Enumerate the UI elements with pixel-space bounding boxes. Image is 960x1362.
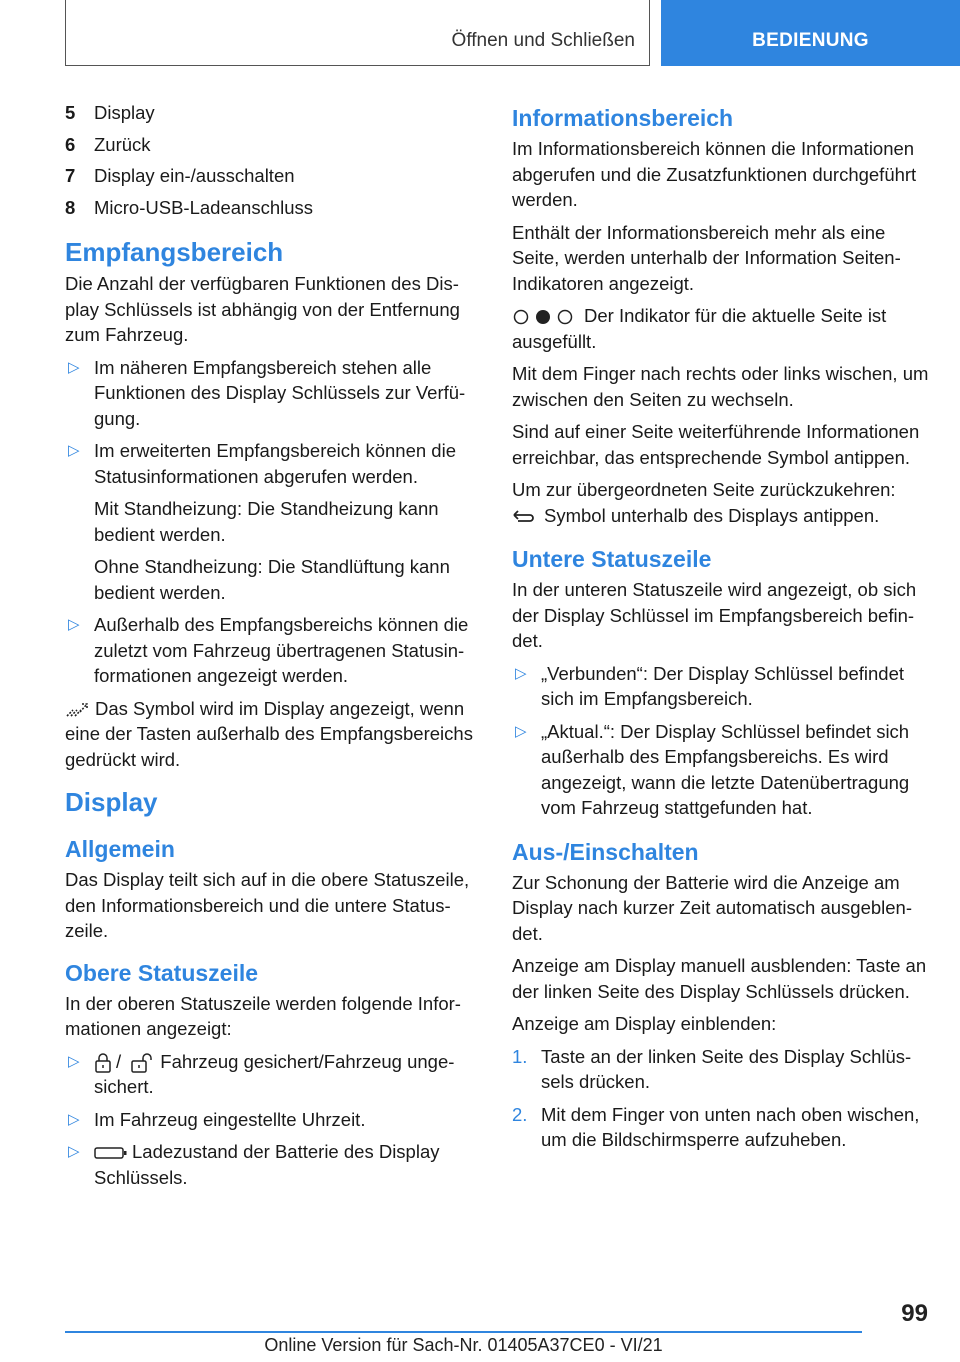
battery-icon	[94, 1146, 128, 1160]
right-column	[512, 100, 932, 1160]
list-item: ▷ Außerhalb des Empfangsbereichs können die zuletzt vom Fahrzeug übertragenen Statusinformationen angezeigt werden.	[68, 614, 469, 686]
header-section-box	[65, 0, 650, 66]
numbered-steps	[512, 1044, 932, 1153]
list-item: ▷ Im erweiterten Empfangsbereich können die Statusinformationen abgerufen werden. Mit Standheizung: Die Standheizung kann bedient werden. Ohne Standheizung: Die Standlüftung kann bedient werden.	[68, 440, 456, 603]
legend-item: 6 Zurück	[65, 133, 151, 155]
paragraph: In der oberen Statuszeile werden folgende Informationen angezeigt:	[65, 992, 461, 1039]
list-item: ▷ „Aktual.“: Der Display Schlüssel befindet sich außerhalb des Empfangsbereichs. Es wird angezeigt, wann die letzte Datenübertragung vom Fahrzeug stattgefunden hat.	[515, 720, 910, 818]
paragraph: Im Informationsbereich können die Informationen abgerufen und die Zusatzfunktionen durchgeführt werden.	[512, 138, 917, 210]
paragraph: Mit dem Finger nach rechts oder links wischen, um zwischen den Seiten zu wechseln.	[512, 363, 929, 410]
paragraph: Symbol unterhalb des Displays antippen.	[512, 503, 932, 529]
chapter-title: BEDIENUNG	[752, 30, 869, 51]
paragraph: Anzeige am Display einblenden:	[512, 1013, 777, 1034]
back-arrow-icon	[512, 509, 536, 525]
heading-obere-statuszeile: Obere Statuszeile	[65, 959, 259, 986]
triangle-bullet-icon: ▷	[68, 1143, 80, 1160]
triangle-bullet-icon: ▷	[68, 1052, 80, 1070]
footer-divider	[65, 1331, 862, 1333]
bullet-list	[65, 1049, 480, 1191]
paragraph: Um zur übergeordneten Seite zurückzukehren:	[512, 479, 896, 500]
legend-list	[65, 100, 480, 220]
legend-item: 7 Display ein-/ausschalten	[65, 165, 295, 186]
triangle-bullet-icon: ▷	[68, 442, 80, 459]
list-item: ▷ „Verbunden“: Der Display Schlüssel befindet sich im Empfangsbereich.	[515, 662, 904, 709]
paragraph: Enthält der Informationsbereich mehr als eine Seite, werden unterhalb der Information Seiten-Indikatoren angezeigt.	[512, 221, 901, 294]
bullet-list	[65, 355, 480, 689]
list-item: ▷ Im Fahrzeug eingestellte Uhrzeit.	[65, 1107, 480, 1133]
heading-aus-einschalten: Aus-/Einschalten	[512, 838, 699, 865]
legend-item: 5 Display	[65, 102, 155, 123]
section-title: Öffnen und Schließen	[451, 30, 635, 51]
heading-informationsbereich: Informationsbereich	[512, 105, 734, 131]
lock-closed-icon	[94, 1053, 112, 1073]
list-item: ▷ / Fahrzeug gesichert/Fahrzeug ungesichert.	[68, 1050, 455, 1097]
triangle-bullet-icon: ▷	[68, 358, 80, 376]
paragraph: Das Symbol wird im Display angezeigt, wenn eine der Tasten außerhalb des Empfangsbereichs gedrückt wird.	[65, 697, 473, 770]
heading-allgemein: Allgemein	[65, 836, 175, 862]
page-indicator-dots-icon	[512, 309, 574, 325]
list-item: 2. Mit dem Finger von unten nach oben wischen, um die Bildschirmsperre aufzuheben.	[512, 1103, 920, 1150]
paragraph: Zur Schonung der Batterie wird die Anzeige am Display nach kurzer Zeit automatisch ausgeblendet.	[512, 871, 913, 944]
list-item: ▷ Im näheren Empfangsbereich stehen alle Funktionen des Display Schlüssels zur Verfügung.	[68, 356, 466, 429]
triangle-bullet-icon: ▷	[68, 1110, 80, 1128]
footer-text: Online Version für Sach-Nr. 01405A37CE0 - VI/21	[264, 1335, 663, 1355]
page-number: 99	[901, 1300, 928, 1327]
left-column	[65, 100, 480, 1197]
heading-untere-statuszeile: Untere Statuszeile	[512, 546, 712, 572]
lock-open-icon	[130, 1053, 156, 1073]
heading-empfangsbereich: Empfangsbereich	[65, 237, 284, 267]
heading-display: Display	[65, 787, 158, 817]
triangle-bullet-icon: ▷	[68, 616, 80, 633]
list-item: ▷ Ladezustand der Batterie des Display Schlüssels.	[68, 1141, 440, 1188]
triangle-bullet-icon: ▷	[515, 664, 527, 682]
bullet-list	[512, 661, 932, 821]
header-chapter-tab[interactable]	[661, 0, 960, 66]
paragraph: Der Indikator für die aktuelle Seite ist ausgefüllt.	[512, 305, 887, 352]
paragraph: Sind auf einer Seite weiterführende Informationen erreichbar, das entsprechende Symbol antippen.	[512, 421, 920, 468]
list-item: 1. Taste an der linken Seite des Display Schlüssels drücken.	[512, 1045, 912, 1092]
paragraph: Das Display teilt sich auf in die obere Statuszeile, den Informationsbereich und die untere Statuszeile.	[65, 869, 470, 941]
paragraph: In der unteren Statuszeile wird angezeigt, ob sich der Display Schlüssel im Empfangsbereich befindet.	[512, 579, 917, 651]
paragraph: Anzeige am Display manuell ausblenden: Taste an der linken Seite des Display Schlüssels drücken.	[512, 955, 927, 1002]
signal-out-of-range-icon	[65, 701, 91, 719]
legend-item: 8 Micro-USB-Ladeanschluss	[65, 196, 314, 218]
triangle-bullet-icon: ▷	[515, 722, 527, 740]
paragraph: Die Anzahl der verfügbaren Funktionen des Display Schlüssels ist abhängig von der Entfernung zum Fahrzeug.	[65, 273, 460, 345]
lock-separator: /	[116, 1050, 122, 1072]
